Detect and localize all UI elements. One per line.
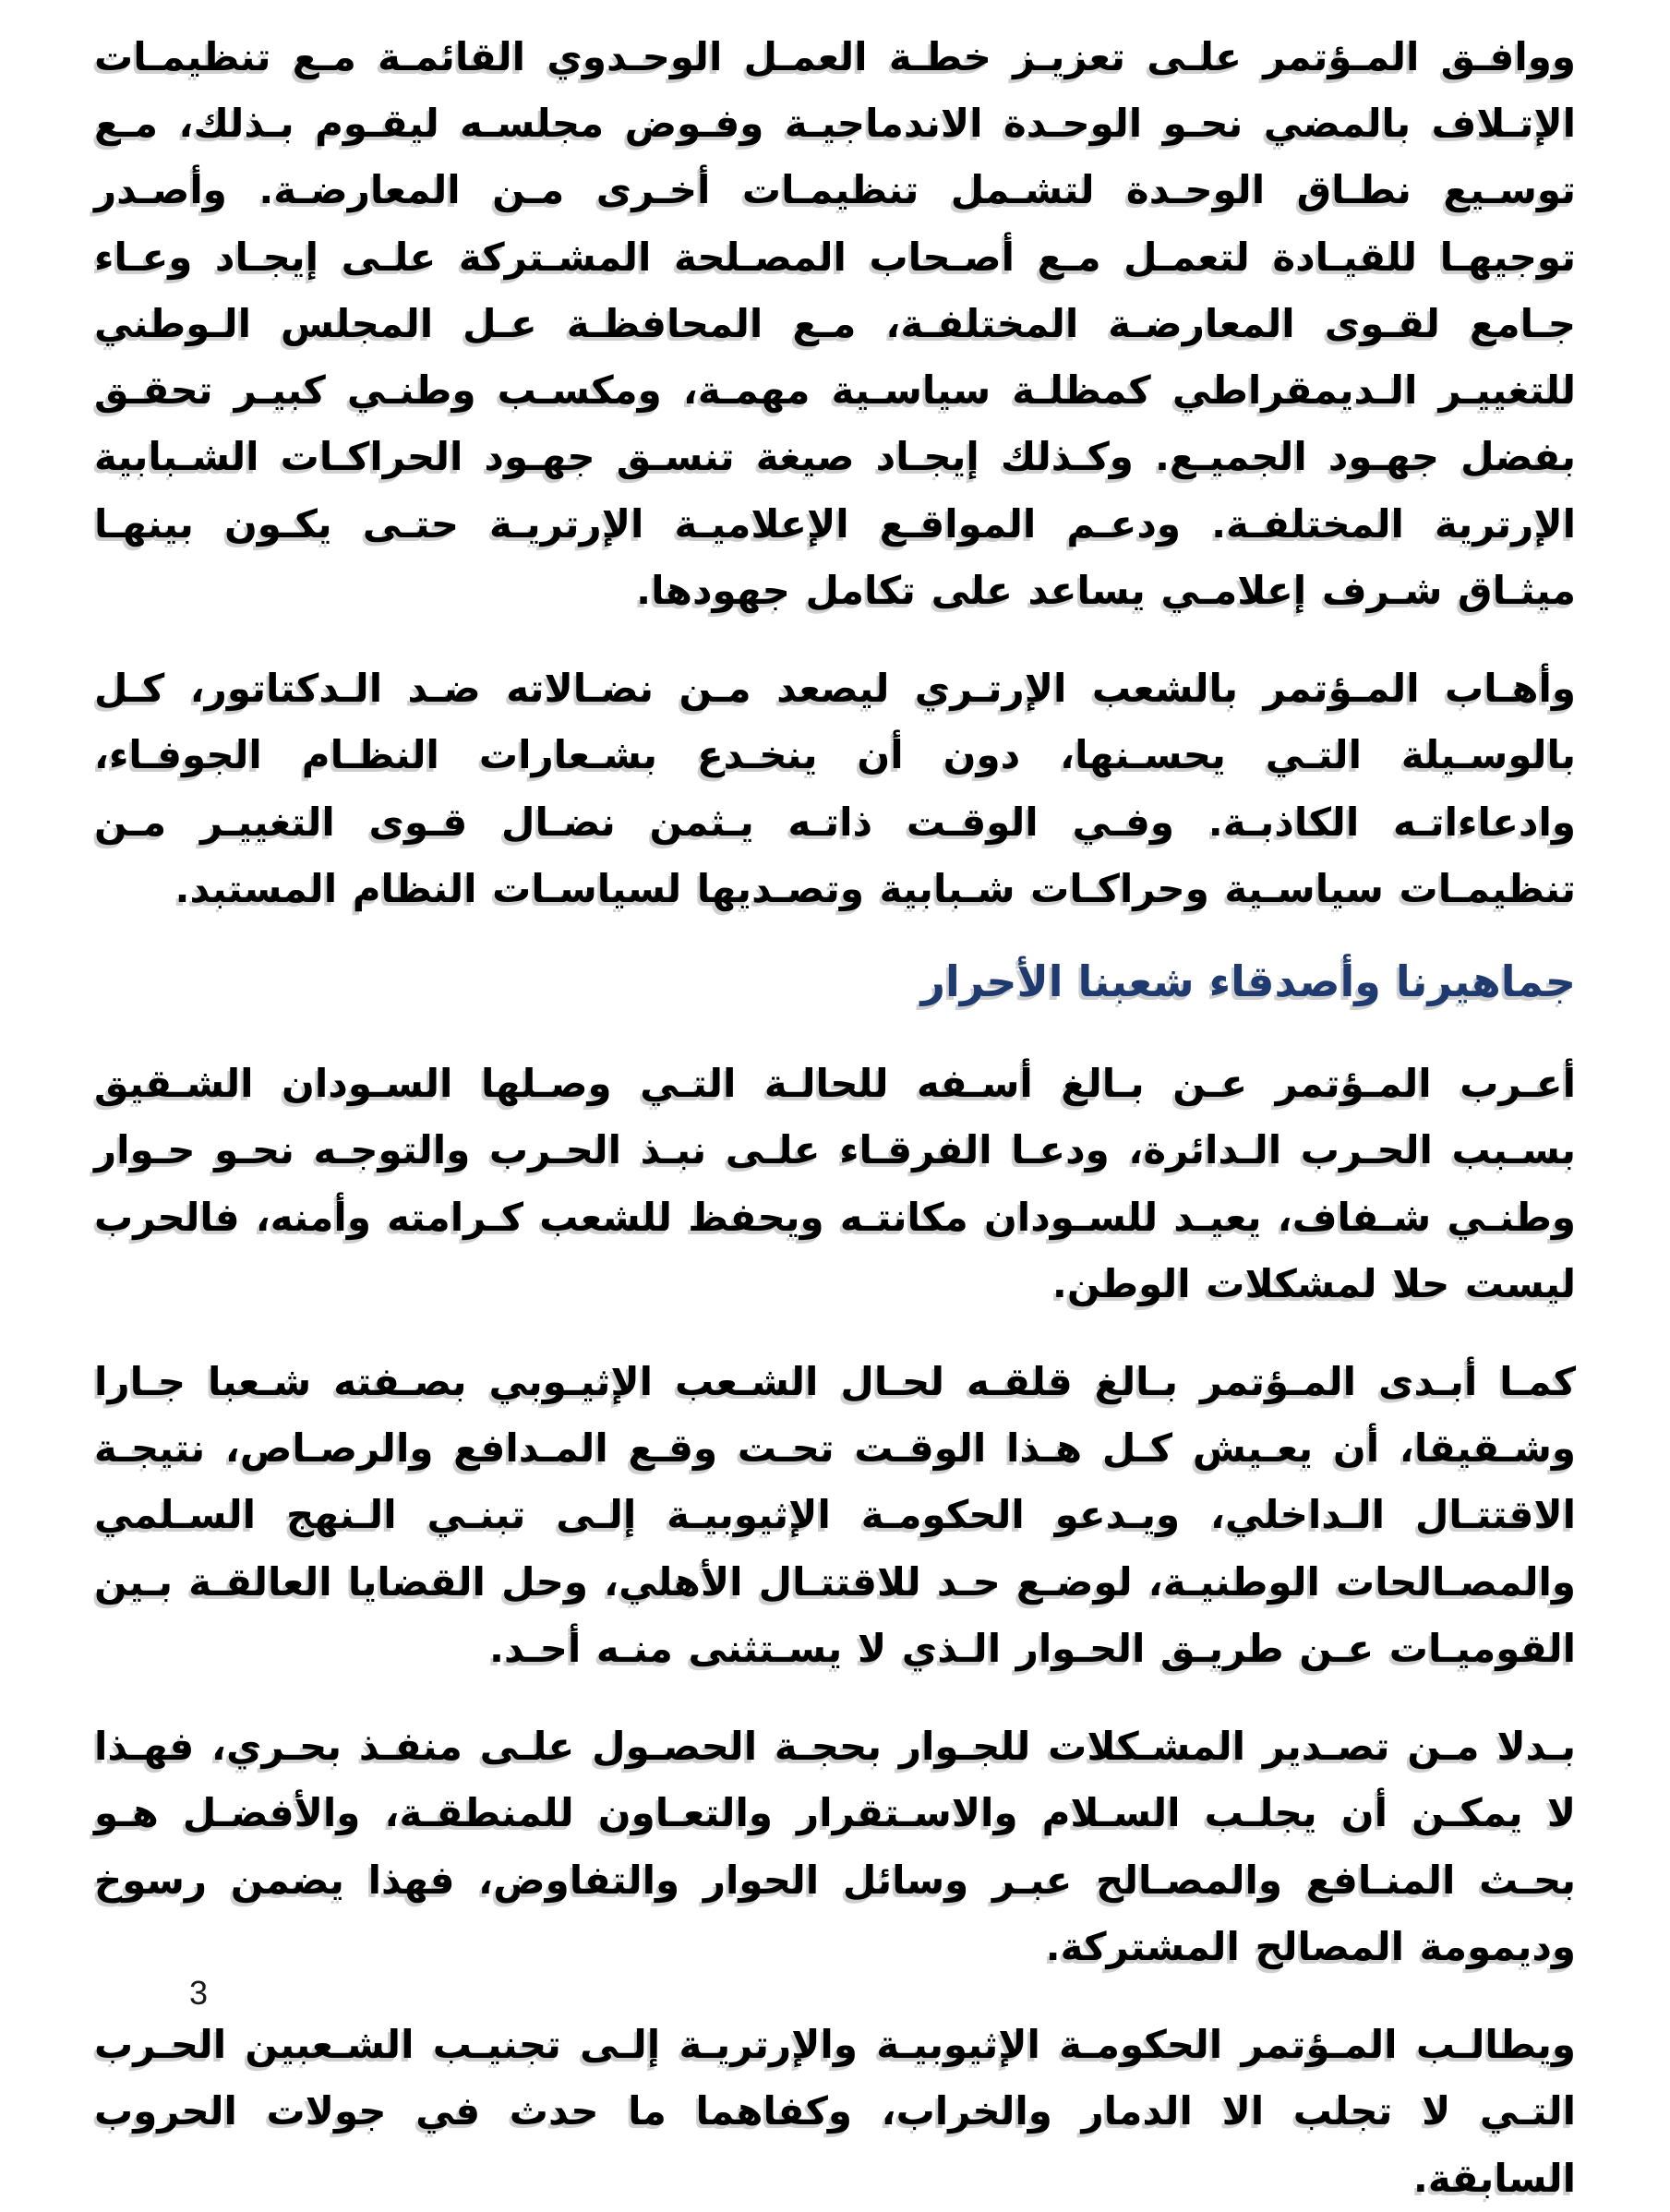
section-heading: جماهيرنا وأصدقاء شعبنا الأحرار	[920, 956, 1576, 1007]
paragraph-sudan: أعـرب المـؤتمر عـن بـالغ أسـفه للحالـة التـي وصـلها السـودان الشـقيق بسـبب الحـرب الـدائرة، ودعـا الفرقـاء علـى نبـذ الحـرب والتوجـه نحـو حـوار وطنـي شـفاف، يعيـد للسـودان مكانتـه ويحفظ للشعب كـرامته وأمنه، فالحرب ليست حلا لمشكلات الوطن.	[94, 1061, 1576, 1306]
paragraph-ethiopia-concern: كمـا أبـدى المـؤتمر بـالغ قلقـه لحـال الشـعب الإثيـوبي بصـفته شـعبا جـارا وشـقيقا، أن يعـيش كـل هـذا الوقـت تحـت وقـع المـدافع والرصـاص، نتيجـة الاقتتـال الـداخلي، ويـدعو الحكومـة الإثيوبيـة إلـى تبنـي الـنهج السـلمي والمصـالحات الوطنيـة، لوضـع حـد للاقتتـال الأهلي، وحل القضايا العالقـة بـين القوميـات عـن طريـق الحـوار الـذي لا يسـتثنى منـه أحـد.	[94, 1358, 1576, 1671]
paragraph-people-appeal: وأهـاب المـؤتمر بالشعب الإرتـري ليصعد مـن نضـالاته ضـد الـدكتاتور، كـل بالوسـيلة التـي يحسـنها، دون أن ينخـدع بشـعارات النظـام الجوفـاء، وادعاءاتـه الكاذبـة. وفـي الوقـت ذاتـه يـثمن نضـال قـوى التغييـر مـن تنظيمـات سياسـية وحراكـات شـبابية وتصـديها لسياسـات النظام المستبد.	[94, 666, 1576, 911]
paragraph-sea-access: بـدلا مـن تصـدير المشـكلات للجـوار بحجـة الحصـول علـى منفـذ بحـري، فهـذا لا يمكـن أن يجلـب السـلام والاسـتقرار والتعـاون للمنطقـة، والأفضـل هـو بحـث المنـافع والمصـالح عبـر وسائل الحوار والتفاوض، فهذا يضمن رسوخ وديمومة المصالح المشتركة.	[94, 1724, 1576, 1969]
page-number: 3	[189, 1974, 209, 2012]
paragraph-unity-plan: ووافـق المـؤتمر علـى تعزيـز خطـة العمـل الوحـدوي القائمـة مـع تنظيمـات الإتـلاف بالمضي نحـو الوحـدة الاندماجيـة وفـوض مجلسـه ليقـوم بـذلك، مـع توسـيع نطـاق الوحـدة لتشـمل تنظيمـات أخـرى مـن المعارضـة. وأصـدر توجيهـا للقيـادة لتعمـل مـع أصـحاب المصـلحة المشـتركة علـى إيجـاد وعـاء جـامع لقـوى المعارضـة المختلفـة، مـع المحافظـة عـل المجلس الـوطني للتغييـر الـديمقراطي كمظلـة سياسـية مهمـة، ومكسـب وطنـي كبيـر تحقـق بفضل جهـود الجميـع. وكـذلك إيجـاد صيغة تنسـق جهـود الحراكـات الشـبابية الإرترية المختلفـة. ودعـم المواقـع الإعلاميـة الإرتريـة حتـى يكـون بينهـا ميثـاق شـرف إعلامـي يساعد على تكامل جهودها.	[94, 34, 1576, 613]
paragraph-war-avoidance: ويطالـب المـؤتمر الحكومـة الإثيوبيـة والإرتريـة إلـى تجنيـب الشـعبين الحـرب التـي لا تجلب الا الدمار والخراب، وكفاهما ما حدث في جولات الحروب السابقة.	[94, 2022, 1576, 2201]
